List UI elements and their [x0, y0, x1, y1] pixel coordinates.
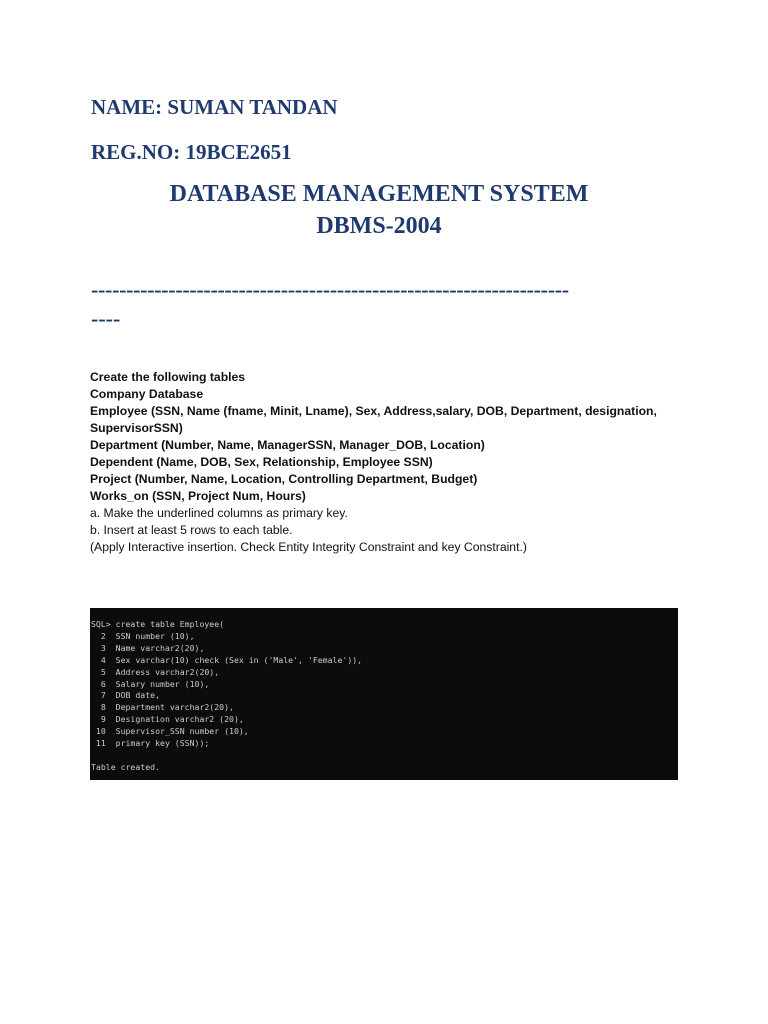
question-line: (Apply Interactive insertion. Check Entity Integrity Constraint and key Constraint.): [90, 540, 527, 554]
question-line: Dependent (Name, DOB, Sex, Relationship, Employee SSN): [90, 455, 433, 469]
terminal-line: 5 Address varchar2(20),: [91, 666, 220, 677]
terminal-line: 3 Name varchar2(20),: [91, 642, 205, 653]
terminal-line: 9 Designation varchar2 (20),: [91, 714, 244, 725]
question-text: [90, 369, 690, 556]
question-line: SupervisorSSN): [90, 421, 183, 435]
terminal-line: 7 DOB date,: [91, 690, 161, 701]
course-code: DBMS-2004: [316, 213, 442, 239]
terminal-line: 2 SSN number (10),: [91, 630, 195, 641]
terminal-line: 4 Sex varchar(10) check (Sex in ('Male', 'Female')),: [91, 654, 363, 665]
course-title: DATABASE MANAGEMENT SYSTEM: [169, 181, 589, 207]
registration-number: REG.NO: 19BCE2651: [91, 140, 292, 164]
sql-terminal-screenshot: [90, 608, 678, 780]
question-line: a. Make the underlined columns as primary key.: [90, 506, 348, 520]
question-line: Company Database: [90, 387, 204, 401]
terminal-line: 11 primary key (SSN));: [91, 738, 210, 749]
question-line: b. Insert at least 5 rows to each table.: [90, 523, 293, 537]
terminal-result: Table created.: [91, 761, 161, 772]
question-line: Department (Number, Name, ManagerSSN, Manager_DOB, Location): [90, 438, 485, 452]
separator-line: --------------------------------------------------------------------: [91, 279, 569, 301]
question-line: Project (Number, Name, Location, Controlling Department, Budget): [90, 472, 478, 486]
terminal-line: 8 Department varchar2(20),: [91, 702, 234, 713]
question-line: Create the following tables: [90, 370, 246, 384]
question-line: Works_on (SSN, Project Num, Hours): [90, 489, 306, 503]
terminal-blank-line: [91, 750, 678, 762]
student-name: NAME: SUMAN TANDAN: [91, 95, 338, 119]
separator-line-continued: ----: [91, 308, 121, 330]
terminal-line: 6 Salary number (10),: [91, 678, 210, 689]
terminal-line: SQL> create table Employee(: [91, 619, 225, 629]
question-line: Employee (SSN, Name (fname, Minit, Lname), Sex, Address,salary, DOB, Department, designation,: [90, 404, 657, 418]
terminal-line: 10 Supervisor_SSN number (10),: [91, 726, 249, 737]
